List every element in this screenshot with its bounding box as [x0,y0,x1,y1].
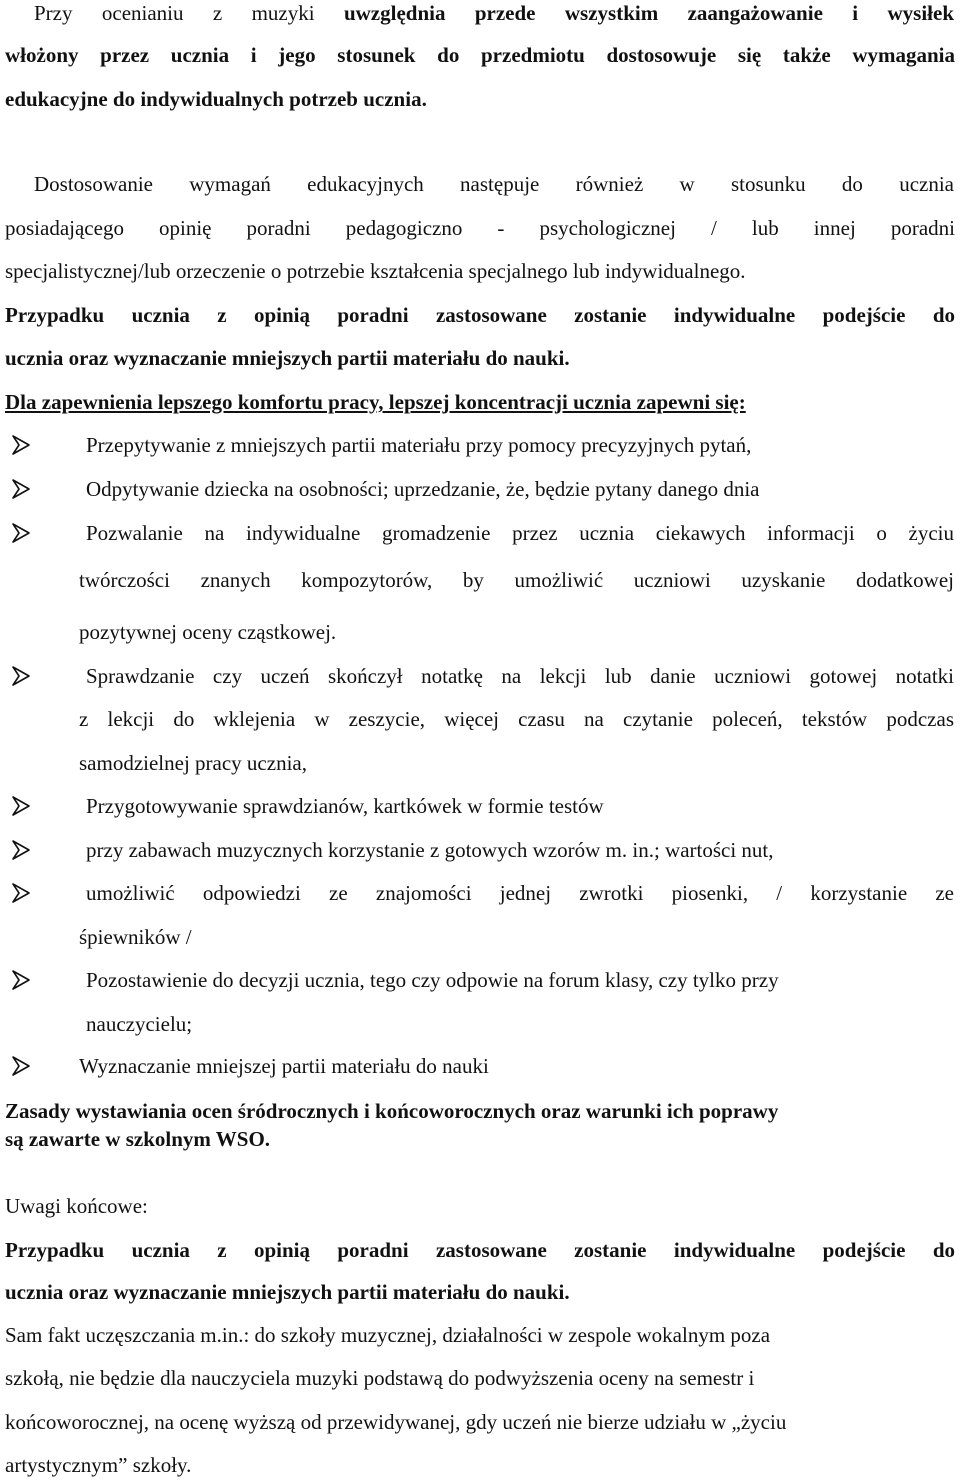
intro-bold-text: uwzględnia przede wszystkim zaangażowanie i wysiłek [343,1,954,25]
adaptation-line-2: posiadającego opinię poradni pedagogiczno - psychologicznej / lub innej poradni [5,216,955,240]
bullet-item-continuation: śpiewników / [79,925,192,949]
bullet-item: Pozwalanie na indywidualne gromadzenie przez ucznia ciekawych informacji o życiu [86,521,954,545]
intro-line-2: włożony przez ucznia i jego stosunek do przedmiotu dostosowuje się także wymagania [5,43,955,67]
final-paragraph-line: szkołą, nie będzie dla nauczyciela muzyki podstawą do podwyższenia oceny na semestr i [5,1366,755,1390]
arrow-bullet-icon [10,838,32,862]
arrow-bullet-icon [10,664,32,688]
arrow-bullet-icon [10,1054,32,1078]
arrow-bullet-icon [10,968,32,992]
arrow-bullet-icon [10,794,32,818]
bullet-item: Odpytywanie dziecka na osobności; uprzedzanie, że, będzie pytany danego dnia [86,477,760,501]
bullet-item: przy zabawach muzycznych korzystanie z gotowych wzorów m. in.; wartości nut, [86,838,774,862]
final-bold-line-1: Przypadku ucznia z opinią poradni zastosowane zostanie indywidualne podejście do [5,1238,955,1262]
bullet-item-continuation: pozytywnej oceny cząstkowej. [79,620,337,644]
bullet-item-continuation: twórczości znanych kompozytorów, by umożliwić uczniowi uzyskanie dodatkowej [79,568,954,592]
arrow-bullet-icon [10,881,32,905]
adaptation-line-3: specjalistycznej/lub orzeczenie o potrzebie kształcenia specjalnego lub indywidualnego. [5,259,746,283]
intro-line-1 [34,0,954,26]
arrow-bullet-icon [10,521,32,545]
bullet-item: Przepytywanie z mniejszych partii materiału przy pomocy precyzyjnych pytań, [86,433,752,457]
rules-line-1: Zasady wystawiania ocen śródrocznych i końcoworocznych oraz warunki ich poprawy [5,1099,779,1123]
bold-note-line-1: Przypadku ucznia z opinią poradni zastosowane zostanie indywidualne podejście do [5,303,955,327]
bold-note-line-2: ucznia oraz wyznaczanie mniejszych partii materiału do nauki. [5,346,570,370]
final-paragraph-line: końcoworocznej, na ocenę wyższą od przewidywanej, gdy uczeń nie bierze udziału w „życiu [5,1410,787,1434]
final-bold-line-2: ucznia oraz wyznaczanie mniejszych partii materiału do nauki. [5,1280,570,1304]
bullet-item: Pozostawienie do decyzji ucznia, tego czy odpowie na forum klasy, czy tylko przy [86,968,779,992]
rules-line-2: są zawarte w szkolnym WSO. [5,1127,271,1151]
arrow-bullet-icon [10,433,32,457]
final-paragraph-line: artystycznym” szkoły. [5,1453,192,1477]
bullet-item: Wyznaczanie mniejszej partii materiału do nauki [79,1054,489,1078]
intro-line-3: edukacyjne do indywidualnych potrzeb ucznia. [5,87,427,111]
adaptation-line-1: Dostosowanie wymagań edukacyjnych następuje również w stosunku do ucznia [34,172,954,196]
bullet-item-continuation: z lekcji do wklejenia w zeszycie, więcej czasu na czytanie poleceń, tekstów podczas [79,707,954,731]
bullet-item: Przygotowywanie sprawdzianów, kartkówek w formie testów [86,794,604,818]
comfort-heading: Dla zapewnienia lepszego komfortu pracy, lepszej koncentracji ucznia zapewni się: [5,390,746,414]
bullet-item-continuation: samodzielnej pracy ucznia, [79,751,307,775]
final-heading: Uwagi końcowe: [5,1194,148,1218]
intro-text: Przy ocenianiu z muzyki [34,1,344,25]
bullet-item-continuation: nauczycielu; [86,1012,193,1036]
bullet-item: umożliwić odpowiedzi ze znajomości jednej zwrotki piosenki, / korzystanie ze [86,881,954,905]
final-paragraph-line: Sam fakt uczęszczania m.in.: do szkoły muzycznej, działalności w zespole wokalnym poza [5,1323,771,1347]
arrow-bullet-icon [10,477,32,501]
bullet-item: Sprawdzanie czy uczeń skończył notatkę na lekcji lub danie uczniowi gotowej notatki [86,664,954,688]
